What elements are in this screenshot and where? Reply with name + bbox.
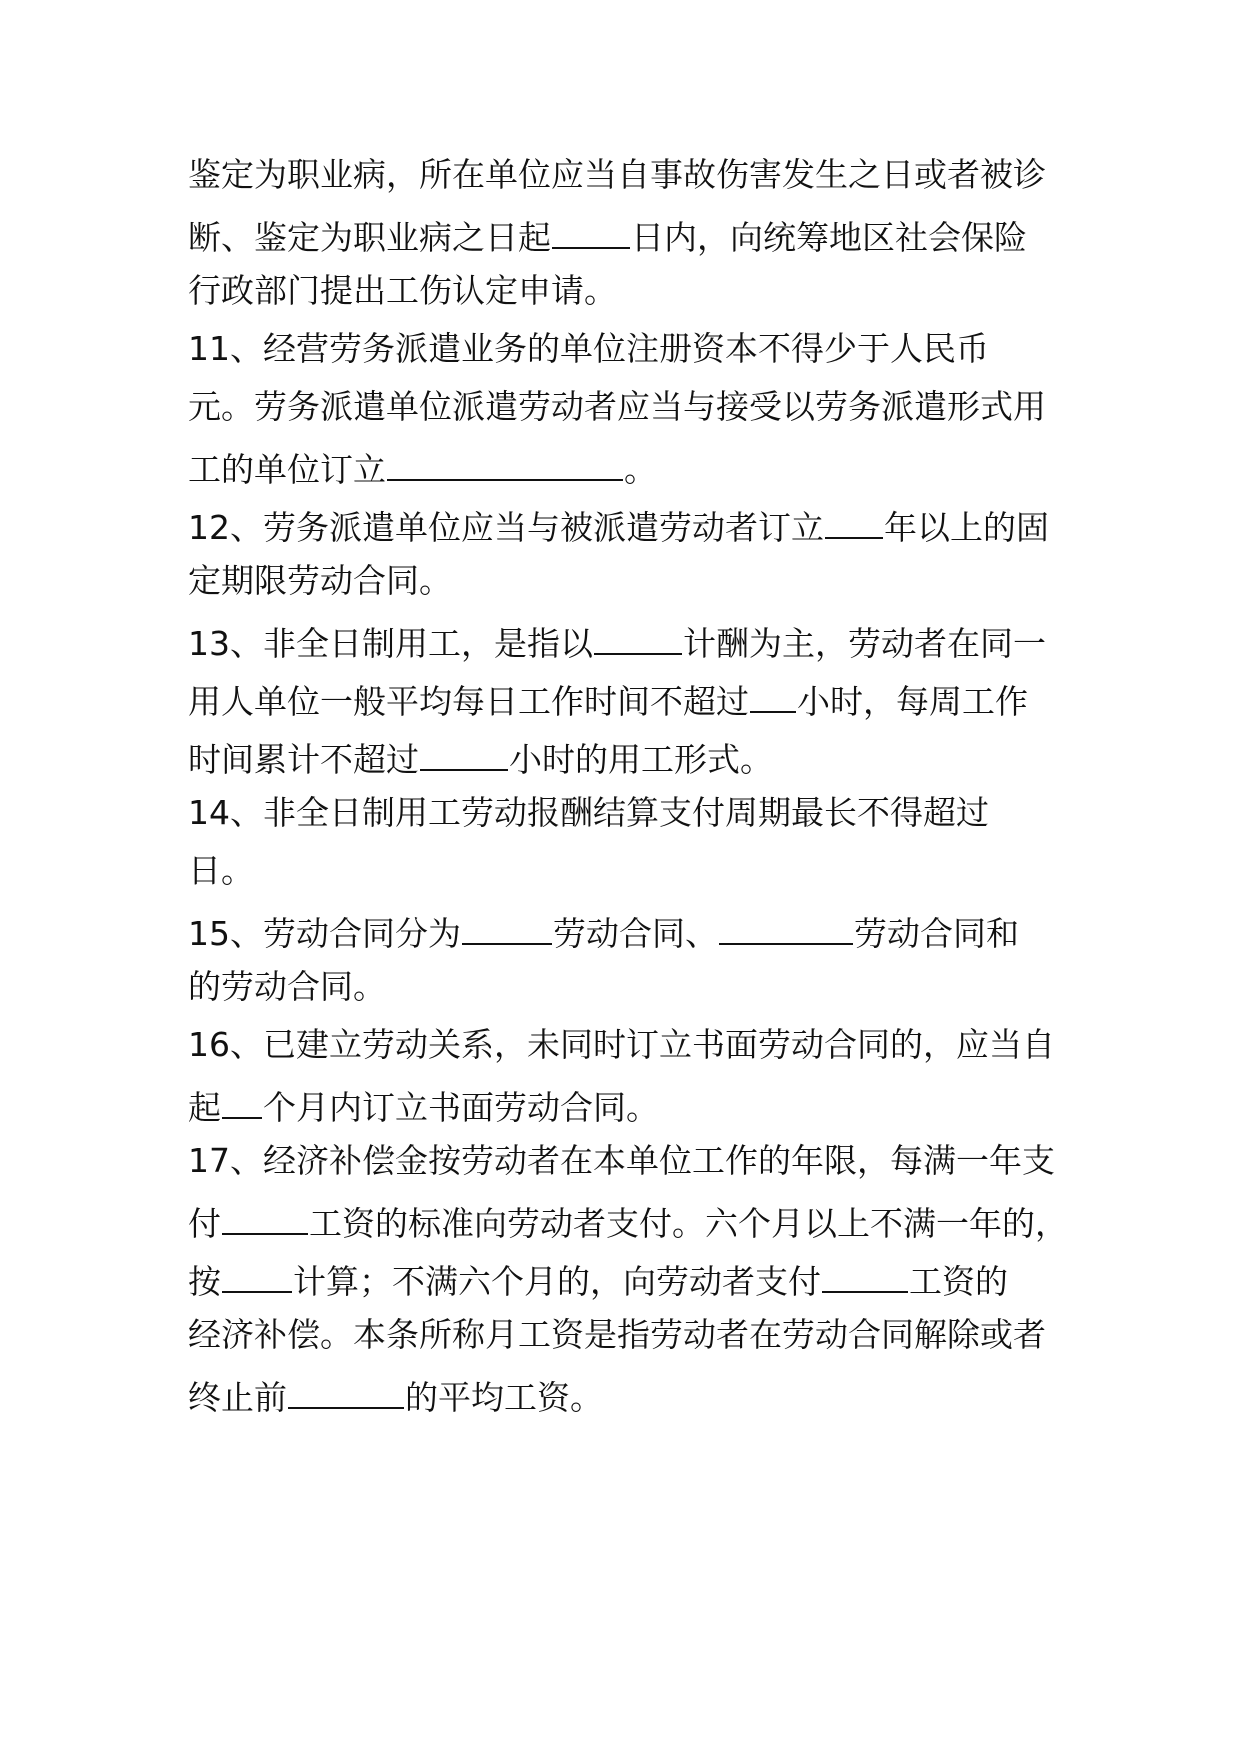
text-line: [188, 385, 1046, 429]
line-text: 劳动合同和: [854, 914, 1019, 953]
line-text: 劳动合同、: [553, 914, 718, 953]
text-line: [188, 907, 1019, 951]
text-line: [188, 617, 1046, 661]
fill-blank: [825, 501, 883, 539]
text-line: [188, 1139, 1055, 1183]
fill-blank: [750, 675, 796, 713]
text-line: [188, 327, 989, 371]
line-text: 13、非全日制用工，是指以: [188, 624, 593, 663]
line-text: 日内，向统筹地区社会保险: [631, 218, 1027, 257]
line-text: 时间累计不超过: [188, 740, 419, 779]
line-text: 12、劳务派遣单位应当与被派遣劳动者订立: [188, 508, 824, 547]
text-line: [188, 1255, 1008, 1299]
text-line: [188, 443, 657, 487]
line-text: 工资的标准向劳动者支付。六个月以上不满一年的，: [309, 1204, 1068, 1243]
fill-blank: [822, 1255, 908, 1293]
line-text: 个月内订立书面劳动合同。: [263, 1088, 659, 1127]
line-text: 的平均工资。: [405, 1378, 603, 1417]
text-line: [188, 791, 989, 835]
line-text: 起: [188, 1088, 221, 1127]
fill-blank: [462, 907, 552, 945]
line-text: 计酬为主，劳动者在同一: [683, 624, 1046, 663]
line-text: 按: [188, 1262, 221, 1301]
line-text: 14、非全日制用工劳动报酬结算支付周期最长不得超过: [188, 793, 989, 832]
fill-blank: [387, 443, 623, 481]
fill-blank: [222, 1197, 308, 1235]
line-text: 11、经营劳务派遣业务的单位注册资本不得少于人民币: [188, 329, 989, 368]
fill-blank: [552, 211, 630, 249]
fill-blank: [222, 1255, 292, 1293]
line-text: 行政部门提出工伤认定申请。: [188, 271, 617, 310]
text-line: [188, 269, 617, 313]
line-text: 元。劳务派遣单位派遣劳动者应当与接受以劳务派遣形式用: [188, 387, 1046, 426]
line-text: 用人单位一般平均每日工作时间不超过: [188, 682, 749, 721]
text-line: [188, 733, 773, 777]
line-text: 定期限劳动合同。: [188, 561, 452, 600]
line-text: 计算；不满六个月的，向劳动者支付: [293, 1262, 821, 1301]
line-text: 的劳动合同。: [188, 967, 386, 1006]
text-line: [188, 849, 254, 893]
line-text: 经济补偿。本条所称月工资是指劳动者在劳动合同解除或者: [188, 1315, 1046, 1354]
line-text: 断、鉴定为职业病之日起: [188, 218, 551, 257]
line-text: 16、已建立劳动关系，未同时订立书面劳动合同的，应当自: [188, 1025, 1055, 1064]
fill-blank: [222, 1081, 262, 1119]
line-text: 小时的用工形式。: [509, 740, 773, 779]
line-text: 。: [624, 450, 657, 489]
text-line: [188, 559, 452, 603]
line-text: 终止前: [188, 1378, 287, 1417]
line-text: 小时，每周工作: [797, 682, 1028, 721]
fill-blank: [288, 1371, 404, 1409]
text-line: [188, 965, 386, 1009]
text-line: [188, 211, 1027, 255]
text-line: [188, 1313, 1046, 1357]
text-line: [188, 1371, 603, 1415]
line-text: 年以上的固: [884, 508, 1049, 547]
line-text: 工的单位订立: [188, 450, 386, 489]
fill-blank: [420, 733, 508, 771]
line-text: 工资的: [909, 1262, 1008, 1301]
text-line: [188, 1197, 1068, 1241]
text-line: [188, 501, 1049, 545]
line-text: 鉴定为职业病，所在单位应当自事故伤害发生之日或者被诊: [188, 155, 1046, 194]
line-text: 17、经济补偿金按劳动者在本单位工作的年限，每满一年支: [188, 1141, 1055, 1180]
line-text: 15、劳动合同分为: [188, 914, 461, 953]
line-text: 日。: [188, 851, 254, 890]
text-line: [188, 1023, 1055, 1067]
text-line: [188, 675, 1028, 719]
line-text: 付: [188, 1204, 221, 1243]
fill-blank: [719, 907, 853, 945]
fill-blank: [594, 617, 682, 655]
text-line: [188, 1081, 659, 1125]
text-line: [188, 153, 1046, 197]
